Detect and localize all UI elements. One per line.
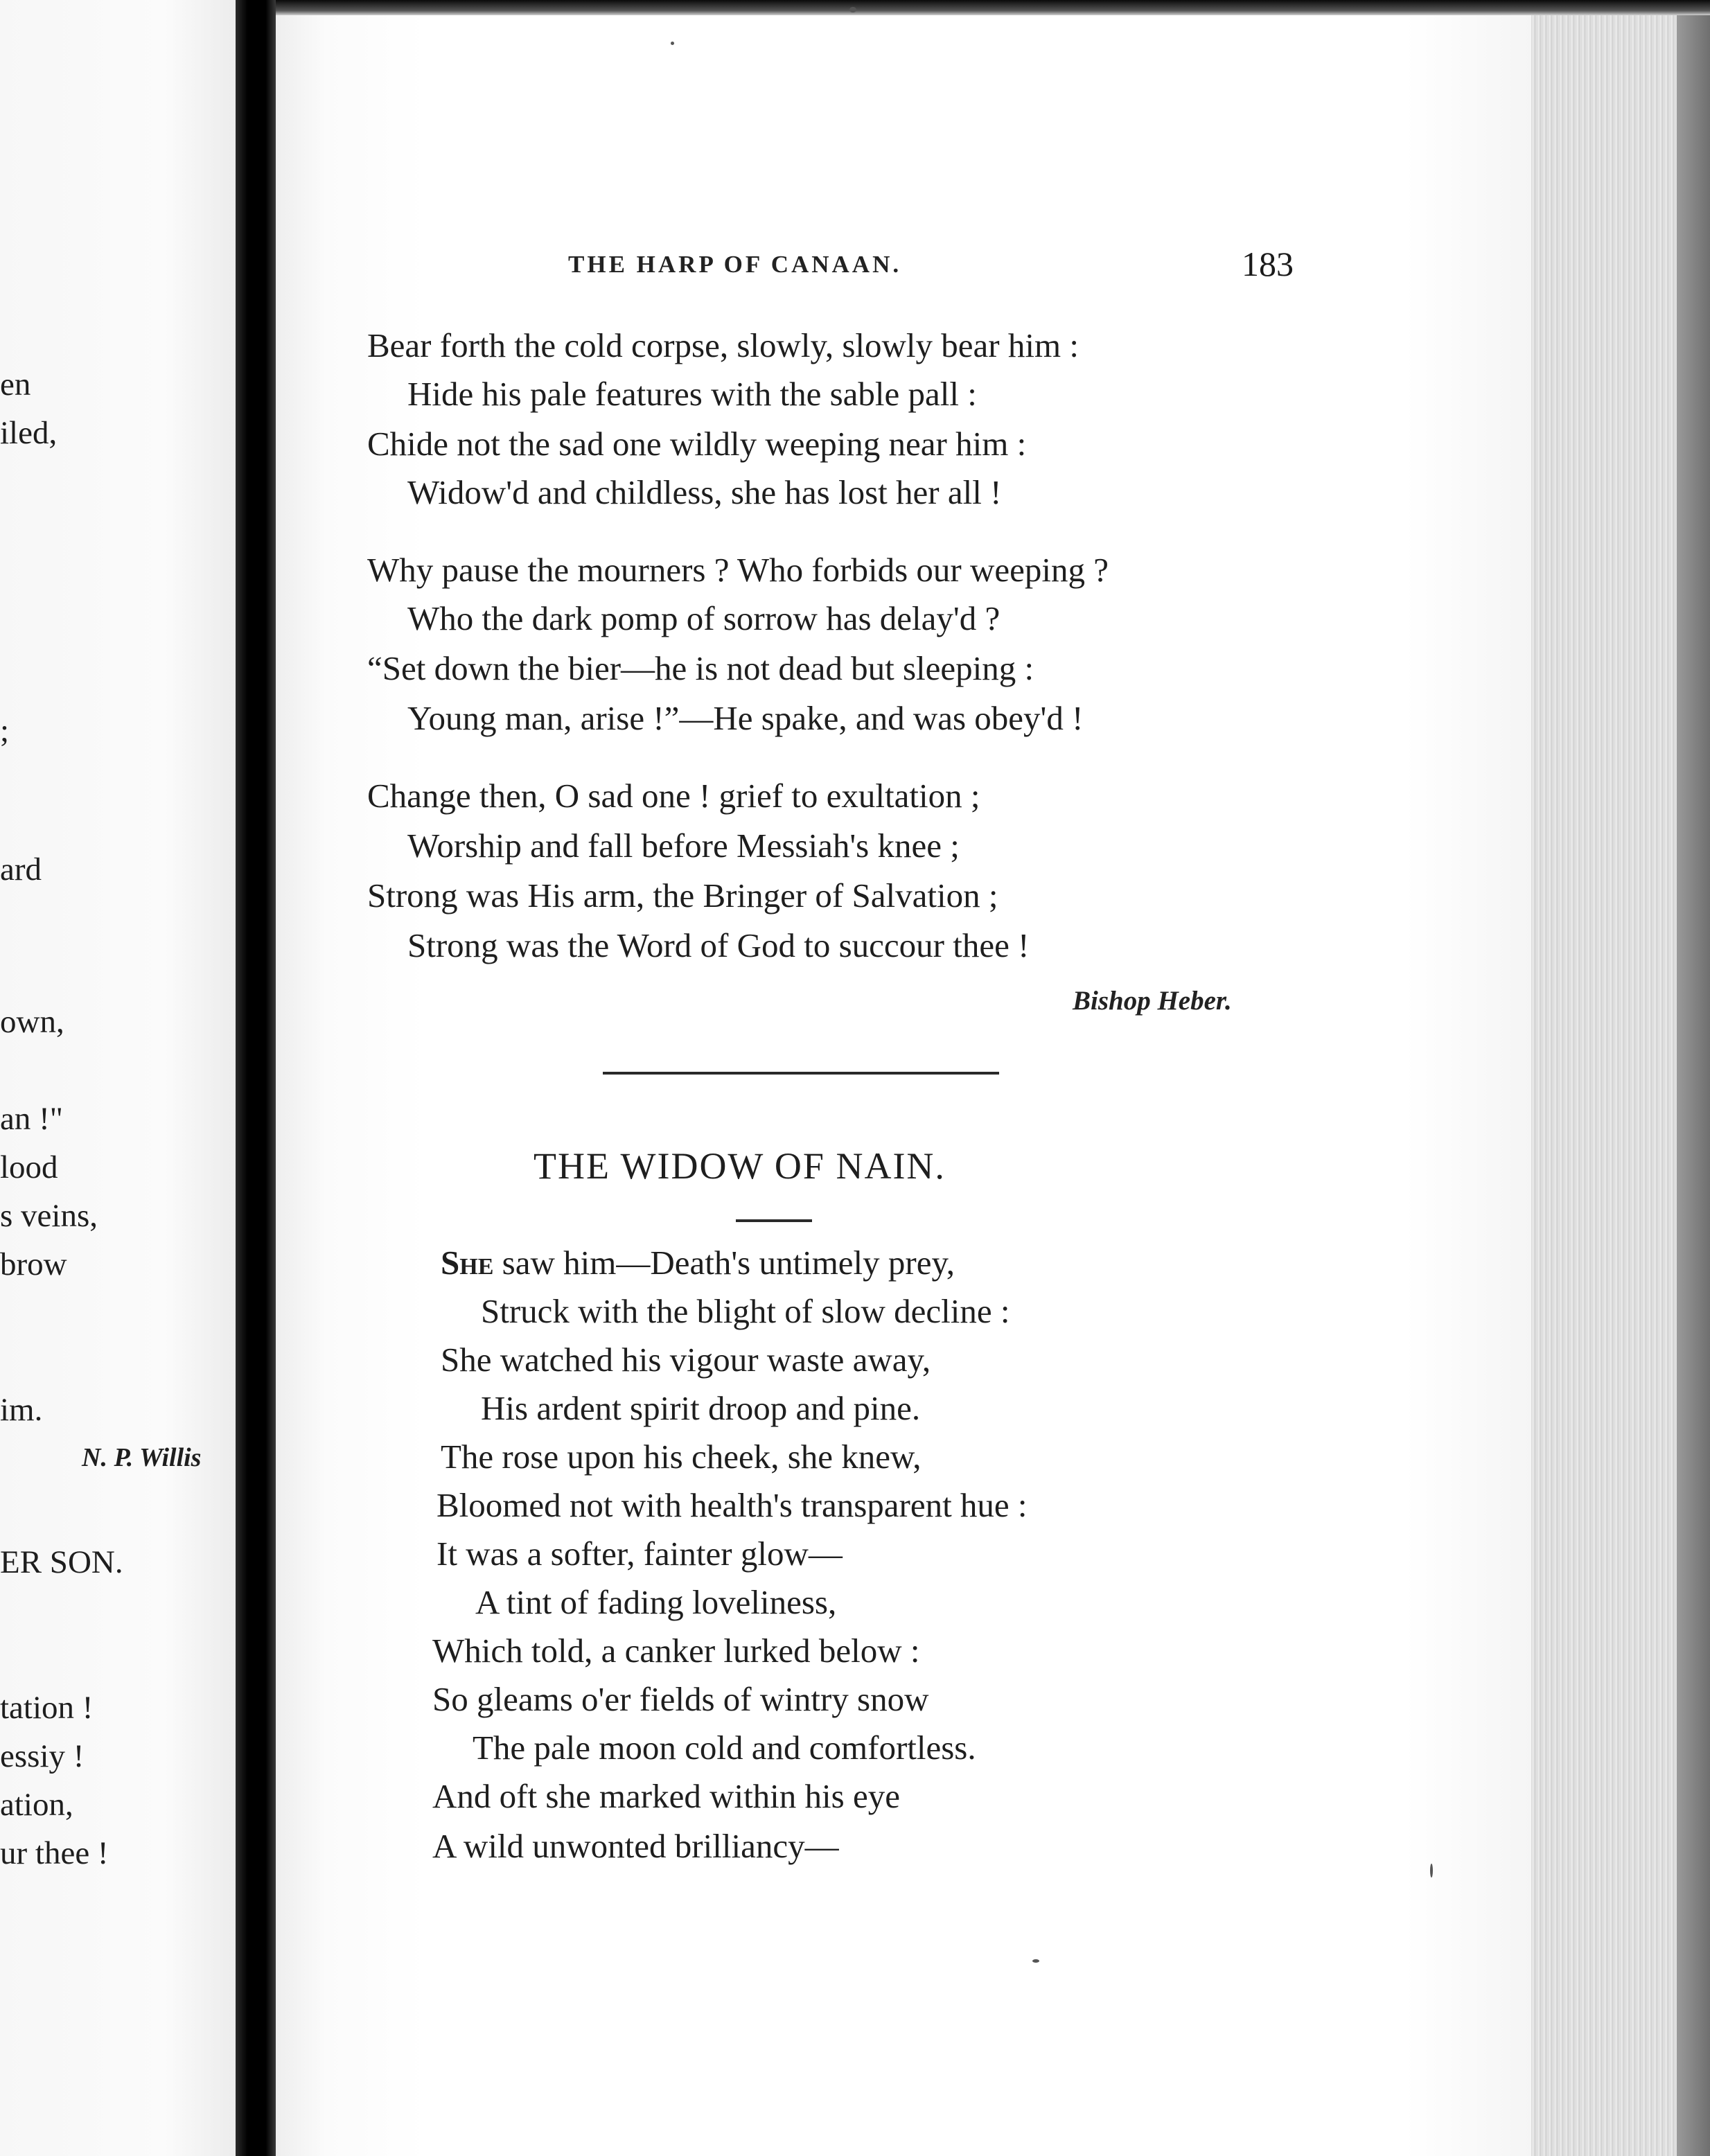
poem-line: Strong was the Word of God to succour thee !	[407, 926, 1030, 964]
book-gutter	[236, 0, 276, 2156]
scan-speck	[1032, 1959, 1039, 1963]
section-divider	[603, 1072, 999, 1075]
poem-line: Hide his pale features with the sable pall :	[407, 375, 977, 413]
title-rule	[736, 1219, 812, 1222]
left-facing-page	[0, 0, 236, 2156]
poem-line: Widow'd and childless, she has lost her all !	[407, 473, 1002, 511]
poem-line: It was a softer, fainter glow—	[437, 1535, 843, 1573]
poem-line: Worship and fall before Messiah's knee ;	[407, 827, 960, 865]
left-fragment: ER SON.	[0, 1544, 123, 1580]
poem-line: And oft she marked within his eye	[432, 1777, 900, 1815]
poem-line: The pale moon cold and comfortless.	[473, 1729, 976, 1767]
left-attribution: N. P. Willis	[82, 1443, 202, 1472]
poem-line: Which told, a canker lurked below :	[432, 1632, 920, 1670]
poem-line: Young man, arise !”—He spake, and was obey'd !	[407, 699, 1084, 737]
left-fragment: essiy !	[0, 1738, 85, 1774]
poem-line: The rose upon his cheek, she knew,	[441, 1438, 922, 1476]
left-fragment: lood	[0, 1149, 58, 1185]
left-fragment: ;	[0, 713, 10, 749]
left-fragment: ation,	[0, 1787, 73, 1823]
left-fragment: brow	[0, 1246, 67, 1282]
poem-line: A wild unwonted brilliancy—	[432, 1827, 839, 1865]
top-edge	[276, 0, 1710, 15]
poem-title: THE WIDOW OF NAIN.	[534, 1145, 946, 1187]
poem-line: Bear forth the cold corpse, slowly, slowly bear him :	[367, 326, 1079, 364]
page-number: 183	[1242, 245, 1294, 283]
poem-line	[441, 1243, 955, 1282]
left-fragment: iled,	[0, 415, 58, 451]
poem-line: Chide not the sad one wildly weeping near him :	[367, 425, 1027, 463]
left-fragment: s veins,	[0, 1198, 98, 1234]
poem-line: So gleams o'er fields of wintry snow	[432, 1680, 929, 1718]
left-fragment: ard	[0, 851, 42, 887]
poem-line: Who the dark pomp of sorrow has delay'd ?	[407, 599, 1001, 637]
scan-speck	[1430, 1864, 1433, 1877]
poem-line: She watched his vigour waste away,	[441, 1341, 931, 1379]
poem-line: Bloomed not with health's transparent hue :	[437, 1486, 1028, 1524]
poem-line: His ardent spirit droop and pine.	[481, 1389, 921, 1427]
poem-line: A tint of fading loveliness,	[475, 1583, 837, 1621]
poem-line: Why pause the mourners ? Who forbids our weeping ?	[367, 551, 1109, 589]
running-head: THE HARP OF CANAAN.	[568, 251, 902, 278]
left-fragment: ur thee !	[0, 1835, 109, 1871]
scan-speck	[671, 42, 674, 45]
left-fragment: own,	[0, 1004, 64, 1040]
left-fragment: im.	[0, 1392, 43, 1428]
first-line-rest: saw him—Death's untimely prey,	[493, 1244, 955, 1282]
page-edges-shadow	[1677, 15, 1710, 2156]
left-fragment: en	[0, 366, 31, 403]
poem-attribution: Bishop Heber.	[1073, 986, 1232, 1016]
poem-line: Change then, O sad one ! grief to exultation ;	[367, 777, 980, 815]
scan-speck	[849, 7, 856, 12]
left-fragment: tation !	[0, 1690, 94, 1726]
poem-line: Strong was His arm, the Bringer of Salvation ;	[367, 876, 998, 914]
poem-line: “Set down the bier—he is not dead but sleeping :	[367, 649, 1034, 687]
left-fragment: an !"	[0, 1101, 63, 1137]
poem-line: Struck with the blight of slow decline :	[481, 1292, 1010, 1330]
drop-word: She	[441, 1244, 494, 1282]
